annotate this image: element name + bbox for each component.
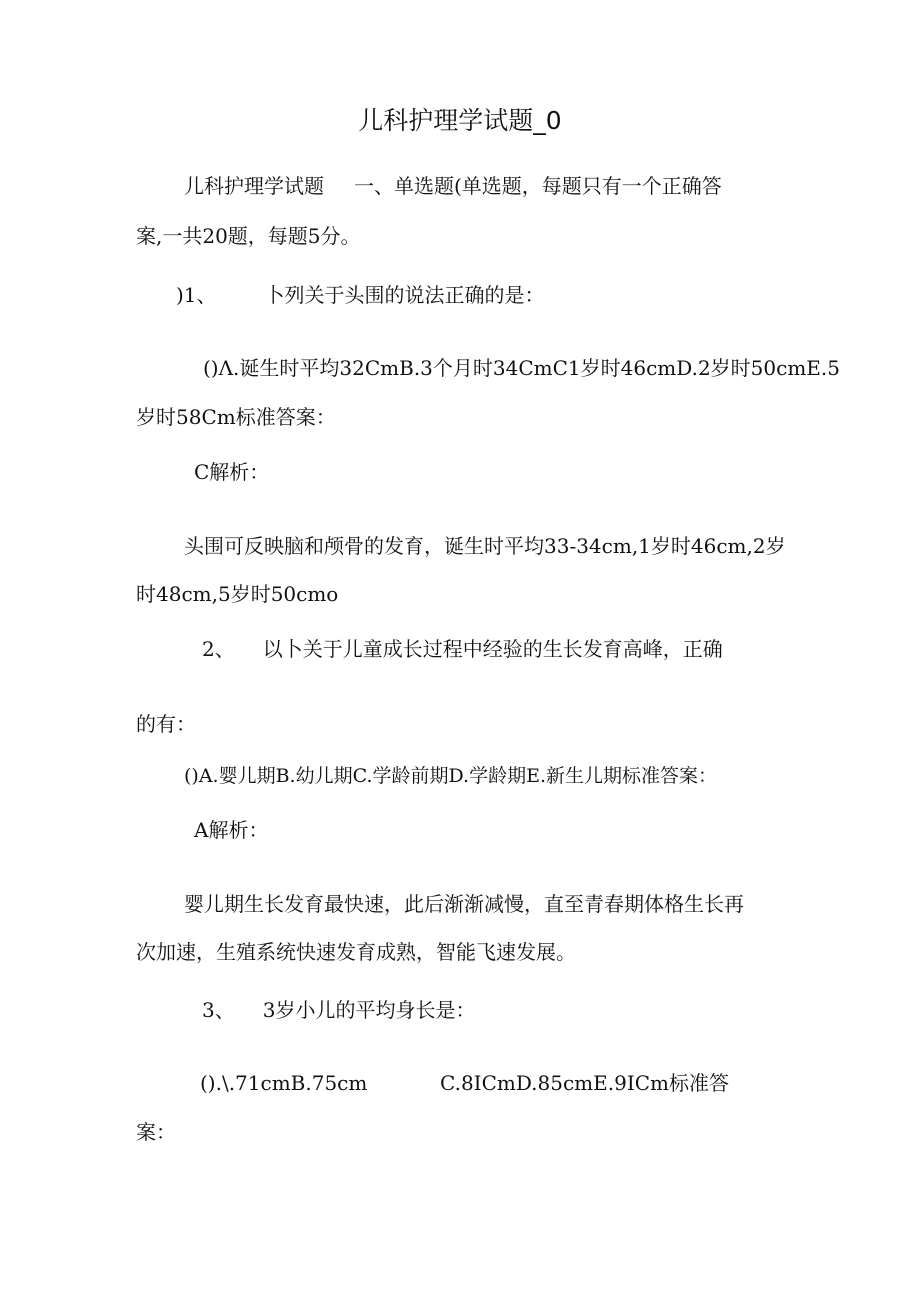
q3-question: 3岁小儿的平均身长是： — [262, 998, 476, 1022]
q1-explanation-line-2: 时48cm,5岁时50cmo — [136, 582, 339, 606]
q2-explanation-line-2: 次加速，生殖系统快速发育成熟，智能飞速发展。 — [136, 940, 576, 964]
q3-number: 3、 — [202, 998, 235, 1022]
q2-explanation-line-1: 婴儿期生长发育最快速，此后渐渐减慢，直至青春期体格生长再 — [184, 892, 744, 916]
intro-line-2: 案,一共20题，每题5分。 — [136, 224, 361, 248]
intro-text: 一、单选题(单选题，每题只有一个正确答 — [354, 174, 722, 198]
q2-question: 以卜关于儿童成长过程中经验的生长发育高峰，正确 — [262, 637, 723, 661]
q3-options-line-2: 案： — [136, 1120, 176, 1144]
q3-options-part-2: C.8ICmD.85cmE.9ICm标准答 — [440, 1071, 729, 1095]
q1-options-line-1: ()Λ.诞生时平均32CmB.3个月时34CmC1岁时46cmD.2岁时50cmE.5 — [203, 356, 840, 380]
q1-answer: C解析： — [194, 460, 270, 484]
q2-answer: A解析： — [194, 818, 269, 842]
q1-options-line-2: 岁时58Cm标准答案： — [136, 405, 336, 429]
q3-options-part-1: ().\.71cmB.75cm — [200, 1071, 368, 1095]
page-title: 儿科护理学试题_0 — [358, 106, 562, 135]
q1-question-line — [176, 281, 545, 309]
q1-explanation-line-1: 头围可反映脑和颅骨的发育，诞生时平均33-34cm,1岁时46cm,2岁 — [184, 534, 786, 558]
q2-question-line — [202, 635, 723, 663]
q2-options: ()A.婴儿期B.幼儿期C.学龄前期D.学龄期E.新生儿期标准答案： — [184, 765, 717, 787]
q2-question-line-2: 的有： — [136, 712, 196, 736]
q1-number: )1、 — [176, 283, 217, 307]
q3-question-line — [202, 996, 475, 1024]
intro-line-1 — [184, 172, 722, 200]
q2-number: 2、 — [202, 637, 235, 661]
q1-question: 卜列关于头围的说法正确的是： — [264, 283, 545, 307]
intro-lead: 儿科护理学试题 — [184, 174, 324, 198]
